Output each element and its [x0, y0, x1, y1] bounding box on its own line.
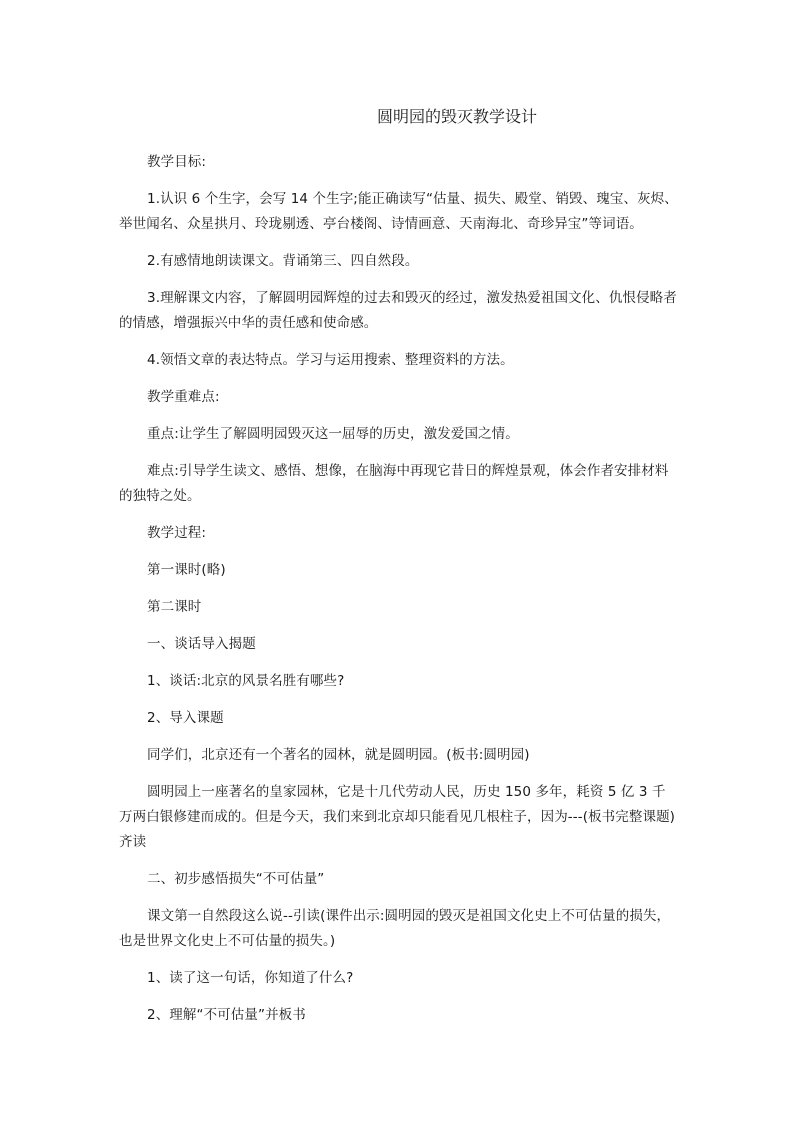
section-heading-objectives: 教学目标:	[147, 154, 207, 170]
lesson-1: 第一课时(略)	[147, 562, 226, 578]
step-2-1: 1、读了这一句话，你知道了什么?	[147, 970, 354, 986]
document-title: 圆明园的毁灭教学设计	[376, 107, 537, 126]
lesson-2: 第二课时	[147, 599, 202, 615]
section-heading-process: 教学过程:	[147, 525, 207, 541]
body-paragraph: 课文第一自然段这么说--引读(课件出示:圆明园的毁灭是祖国文化史上不可估量的损失，也是世界文化史上不可估量的损失。)	[119, 908, 671, 949]
difficult-point: 难点:引导学生读文、感悟、想像，在脑海中再现它昔日的辉煌景观，体会作者安排材料的独特之处。	[119, 463, 669, 504]
objective-3: 3.理解课文内容，了解圆明园辉煌的过去和毁灭的经过，激发热爱祖国文化、仇恨侵略者的情感，增强振兴中华的责任感和使命感。	[119, 290, 677, 331]
step-heading-1: 一、谈话导入揭题	[147, 636, 256, 652]
step-1-2: 2、导入课题	[147, 710, 224, 726]
body-paragraph: 同学们，北京还有一个著名的园林，就是圆明园。(板书:圆明园)	[147, 747, 530, 763]
section-heading-key-points: 教学重难点:	[147, 389, 220, 405]
step-1-1: 1、谈话:北京的风景名胜有哪些?	[147, 673, 345, 689]
objective-4: 4.领悟文章的表达特点。学习与运用搜索、整理资料的方法。	[147, 352, 514, 368]
objective-2: 2.有感情地朗读课文。背诵第三、四自然段。	[147, 253, 419, 269]
objective-1: 1.认识 6 个生字，会写 14 个生字;能正确读写“估量、损失、殿堂、销毁、瑰宝、灰烬、举世闻名、众星拱月、玲珑剔透、亭台楼阁、诗情画意、天南海北、奇珍异宝”等词语。	[119, 191, 678, 232]
body-paragraph: 圆明园上一座著名的皇家园林，它是十几代劳动人民，历史 150 多年，耗资 5 亿 3 千万两白银修建而成的。但是今天，我们来到北京却只能看见几根柱子，因为---(板书完整课题)齐读	[119, 784, 676, 850]
step-heading-2: 二、初步感悟损失“不可估量”	[147, 871, 325, 887]
step-2-2: 2、理解“不可估量”并板书	[147, 1007, 306, 1023]
document-body	[119, 150, 679, 1040]
key-point: 重点:让学生了解圆明园毁灭这一屈辱的历史，激发爱国之情。	[147, 426, 519, 442]
